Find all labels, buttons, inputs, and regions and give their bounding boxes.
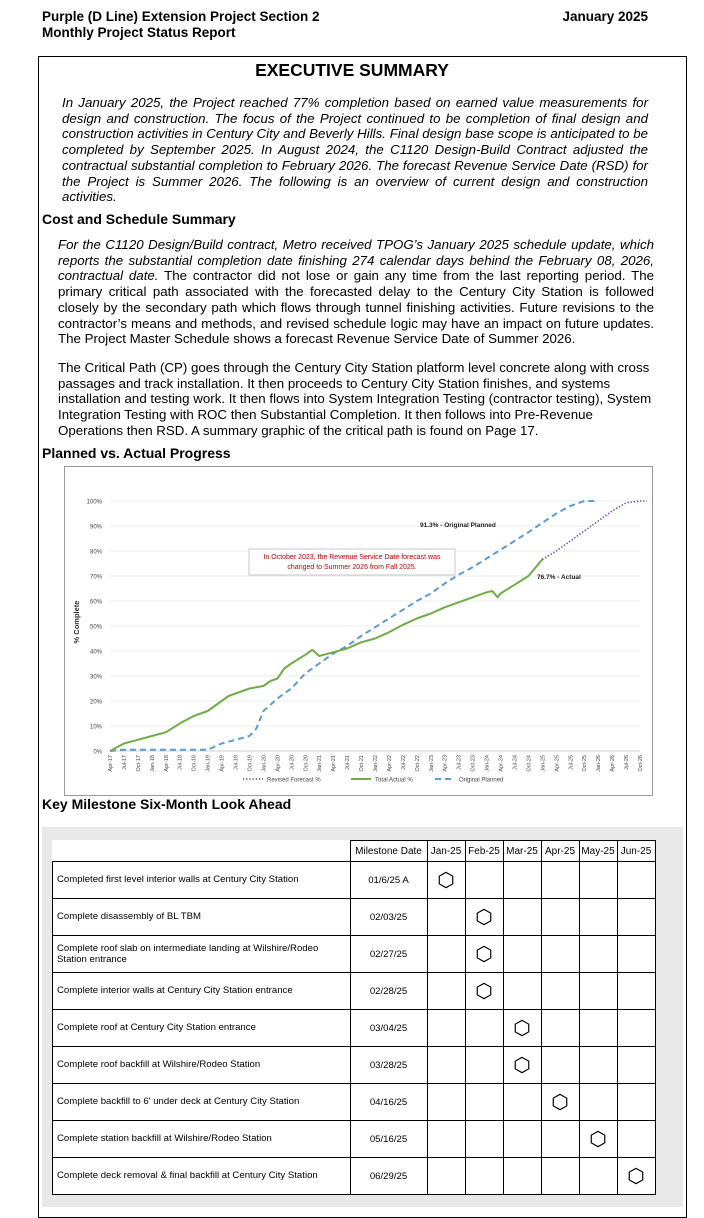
month-cell <box>503 1047 541 1084</box>
milestone-description: Complete deck removal & final backfill at Century City Station <box>53 1158 351 1195</box>
original-planned-annotation: 91.3% - Original Planned <box>420 522 496 529</box>
milestone-date: 03/28/25 <box>350 1047 427 1084</box>
x-tick-label: Apr-23 <box>442 755 449 772</box>
report-header <box>42 9 320 41</box>
month-cell <box>465 899 503 936</box>
y-axis-label: % Complete <box>72 600 81 644</box>
critical-path-paragraph: The Critical Path (CP) goes through the Century City Station platform level concrete along with cross passages and track installation. It then proceeds to Century City Station finishes, and systems installation and testing work. It then flows into System Integration Testing (contractor testing), System Integration Testing with ROC then Substantial Completion. It then follows into Pre-Revenue Operations then RSD. A summary graphic of the critical path is found on Page 17. <box>58 360 652 438</box>
report-date: January 2025 <box>562 9 648 24</box>
month-header: Mar-25 <box>503 841 541 862</box>
month-cell <box>427 1010 465 1047</box>
executive-summary-title: EXECUTIVE SUMMARY <box>255 60 449 80</box>
cost-schedule-text: The contractor did not lose or gain any time from the last reporting period. The primary critical path associated with the forecasted delay to the Century City Station is followed closely by the secondary path which flows through tunnel finishing activities. Future revisions to the contractor’s means and methods, and revised schedule logic may have an impact on future updates. The Project Master Schedule shows a forecast Revenue Service Date of Summer 2026. <box>58 268 654 347</box>
actual-annotation: 76.7% - Actual <box>537 574 581 581</box>
month-cell <box>427 1084 465 1121</box>
milestone-desc-header <box>53 841 351 862</box>
milestone-header-row <box>53 841 656 862</box>
month-cell <box>465 862 503 899</box>
milestone-description: Complete interior walls at Century City Station entrance <box>53 973 351 1010</box>
month-header: Jun-25 <box>617 841 655 862</box>
month-cell <box>541 1121 579 1158</box>
milestone-description: Complete roof at Century City Station entrance <box>53 1010 351 1047</box>
month-cell <box>579 899 617 936</box>
x-tick-label: Oct-22 <box>414 755 421 772</box>
milestone-hexagon-icon <box>627 1167 645 1185</box>
cost-schedule-italic-text: For the C1120 Design/Build contract, Metro received TPOG’s January 2025 schedule update, which reports the substantial completion date finishing 274 calendar days behind the February 08, 2026, contractual date. <box>58 237 654 284</box>
month-cell <box>617 1010 655 1047</box>
x-tick-label: Apr-21 <box>331 755 338 772</box>
month-cell <box>617 862 655 899</box>
month-cell <box>503 899 541 936</box>
month-cell <box>503 973 541 1010</box>
month-header: Feb-25 <box>465 841 503 862</box>
milestone-date: 05/16/25 <box>350 1121 427 1158</box>
month-cell <box>579 1158 617 1195</box>
month-cell <box>541 936 579 973</box>
y-tick-label: 20% <box>89 699 102 706</box>
y-tick-label: 90% <box>89 524 102 531</box>
milestone-row <box>53 1084 656 1121</box>
month-cell <box>541 1084 579 1121</box>
month-cell <box>503 1084 541 1121</box>
month-cell <box>465 973 503 1010</box>
x-tick-label: Apr-24 <box>498 755 505 772</box>
milestone-heading: Key Milestone Six-Month Look Ahead <box>42 796 292 812</box>
milestone-date: 06/29/25 <box>350 1158 427 1195</box>
month-cell <box>579 1084 617 1121</box>
milestone-row <box>53 973 656 1010</box>
month-cell <box>427 899 465 936</box>
y-tick-label: 30% <box>89 674 102 681</box>
month-cell <box>579 862 617 899</box>
x-tick-label: Jan-19 <box>205 755 212 772</box>
month-cell <box>503 1158 541 1195</box>
milestone-row <box>53 899 656 936</box>
chart-legend <box>243 778 503 784</box>
x-tick-label: Apr-19 <box>219 755 226 772</box>
month-cell <box>427 1121 465 1158</box>
x-tick-label: Oct-26 <box>638 755 644 772</box>
x-tick-label: Jan-23 <box>428 755 435 772</box>
month-cell <box>617 899 655 936</box>
cost-schedule-paragraph <box>58 237 654 347</box>
milestone-date: 02/28/25 <box>350 973 427 1010</box>
milestone-row <box>53 1010 656 1047</box>
x-tick-label: Apr-25 <box>554 755 561 772</box>
progress-heading: Planned vs. Actual Progress <box>42 445 231 461</box>
report-type: Monthly Project Status Report <box>42 25 236 40</box>
milestone-row <box>53 1121 656 1158</box>
rsd-note-box <box>249 549 455 575</box>
milestone-row <box>53 1158 656 1195</box>
x-tick-label: Jul-17 <box>121 755 128 770</box>
milestone-description: Completed first level interior walls at Century City Station <box>53 862 351 899</box>
month-cell <box>465 1084 503 1121</box>
month-cell <box>503 1121 541 1158</box>
month-cell <box>617 1158 655 1195</box>
cost-schedule-heading: Cost and Schedule Summary <box>42 211 236 227</box>
milestone-hexagon-icon <box>437 871 455 889</box>
month-cell <box>427 973 465 1010</box>
x-tick-label: Oct-20 <box>303 755 310 772</box>
x-tick-label: Apr-26 <box>610 755 617 772</box>
month-cell <box>465 1047 503 1084</box>
month-cell <box>617 1084 655 1121</box>
legend-label: Revised Forecast % <box>267 777 321 784</box>
month-cell <box>579 936 617 973</box>
month-cell <box>427 1047 465 1084</box>
y-tick-label: 10% <box>89 724 102 731</box>
month-cell <box>541 1047 579 1084</box>
executive-summary-intro: In January 2025, the Project reached 77% completion based on earned value measurements for design and construction. The focus of the Project continued to be completion of final design and construction activities in Century City and Beverly Hills. Final design base scope is anticipated to be completed by September 2025. In August 2024, the C1120 Design-Build Contract adjusted the contractual substantial completion to February 2026. The forecast Revenue Service Date (RSD) for the Project is Summer 2026. The following is an overview of current design and construction activities. <box>62 95 648 205</box>
milestone-hexagon-icon <box>475 945 493 963</box>
milestone-description: Complete disassembly of BL TBM <box>53 899 351 936</box>
month-cell <box>427 1158 465 1195</box>
x-tick-label: Jul-25 <box>568 755 575 770</box>
x-tick-label: Apr-20 <box>275 755 282 772</box>
x-tick-label: Oct-24 <box>526 755 533 772</box>
month-cell <box>541 862 579 899</box>
y-tick-label: 70% <box>89 574 102 581</box>
month-cell <box>427 862 465 899</box>
x-tick-label: Oct-23 <box>470 755 477 772</box>
x-tick-label: Oct-18 <box>191 755 198 772</box>
milestone-description: Complete station backfill at Wilshire/Rodeo Station <box>53 1121 351 1158</box>
progress-chart-svg <box>65 467 652 795</box>
x-tick-label: Jul-20 <box>289 755 296 770</box>
month-cell <box>427 936 465 973</box>
x-tick-label: Jul-21 <box>345 755 352 770</box>
y-tick-label: 40% <box>89 649 102 656</box>
project-title: Purple (D Line) Extension Project Section 2 <box>42 9 320 24</box>
month-cell <box>465 1158 503 1195</box>
month-cell <box>541 1010 579 1047</box>
month-header: Jan-25 <box>427 841 465 862</box>
milestone-description: Complete backfill to 6' under deck at Century City Station <box>53 1084 351 1121</box>
month-cell <box>617 973 655 1010</box>
x-tick-label: Oct-17 <box>135 755 142 772</box>
month-cell <box>503 862 541 899</box>
milestone-description: Complete roof backfill at Wilshire/Rodeo Station <box>53 1047 351 1084</box>
month-cell <box>579 1047 617 1084</box>
month-cell <box>465 936 503 973</box>
x-tick-label: Apr-18 <box>163 755 170 772</box>
x-tick-label: Jul-19 <box>233 755 240 770</box>
milestone-table <box>52 840 656 1195</box>
y-tick-label: 60% <box>89 599 102 606</box>
x-tick-label: Apr-17 <box>108 755 114 772</box>
x-tick-label: Jul-26 <box>624 755 631 770</box>
rsd-note-line-2: changed to Summer 2026 from Fall 2025. <box>287 564 417 571</box>
x-tick-label: Jan-26 <box>596 755 603 772</box>
month-header: May-25 <box>579 841 617 862</box>
milestone-date: 04/16/25 <box>350 1084 427 1121</box>
x-tick-label: Oct-21 <box>359 755 366 772</box>
x-tick-label: Jan-18 <box>149 755 156 772</box>
x-tick-label: Jan-20 <box>261 755 268 772</box>
milestone-row <box>53 862 656 899</box>
y-tick-label: 100% <box>86 499 102 506</box>
month-cell <box>503 936 541 973</box>
milestone-date: 03/04/25 <box>350 1010 427 1047</box>
month-cell <box>465 1121 503 1158</box>
milestone-date: 01/6/25 A <box>350 862 427 899</box>
x-tick-label: Jul-18 <box>177 755 184 770</box>
legend-label: Original Planned <box>459 777 504 784</box>
milestone-date-header: Milestone Date <box>350 841 427 862</box>
y-tick-label: 50% <box>89 624 102 631</box>
month-cell <box>617 936 655 973</box>
x-tick-label: Jul-22 <box>400 755 407 770</box>
milestone-description: Complete roof slab on intermediate landing at Wilshire/Rodeo Station entrance <box>53 936 351 973</box>
legend-label: Total Actual % <box>375 777 413 784</box>
progress-chart <box>64 466 653 796</box>
x-tick-label: Jan-24 <box>484 755 491 772</box>
milestone-hexagon-icon <box>513 1019 531 1037</box>
x-tick-label: Jul-24 <box>512 755 519 770</box>
month-cell <box>617 1047 655 1084</box>
x-tick-label: Jan-22 <box>373 755 379 772</box>
x-tick-label: Jan-21 <box>317 755 324 772</box>
x-tick-label: Jan-25 <box>540 755 547 772</box>
month-cell <box>541 973 579 1010</box>
x-tick-label: Oct-19 <box>247 755 254 772</box>
milestone-date: 02/27/25 <box>350 936 427 973</box>
milestone-row <box>53 1047 656 1084</box>
month-cell <box>617 1121 655 1158</box>
milestone-row <box>53 936 656 973</box>
month-cell <box>541 1158 579 1195</box>
milestone-hexagon-icon <box>551 1093 569 1111</box>
y-tick-label: 0% <box>93 749 102 756</box>
x-tick-label: Oct-25 <box>582 755 589 772</box>
month-cell <box>503 1010 541 1047</box>
milestone-date: 02/03/25 <box>350 899 427 936</box>
series-line-total-actual <box>110 559 542 751</box>
month-cell <box>465 1010 503 1047</box>
month-cell <box>579 973 617 1010</box>
month-header: Apr-25 <box>541 841 579 862</box>
y-tick-label: 80% <box>89 549 102 556</box>
month-cell <box>579 1010 617 1047</box>
milestone-hexagon-icon <box>513 1056 531 1074</box>
x-tick-label: Apr-22 <box>386 755 393 772</box>
milestone-hexagon-icon <box>475 908 493 926</box>
series-line-revised-forecast <box>542 501 647 559</box>
month-cell <box>541 899 579 936</box>
milestone-hexagon-icon <box>589 1130 607 1148</box>
x-tick-label: Jul-23 <box>456 755 463 770</box>
rsd-note-line-1: In October 2023, the Revenue Service Date forecast was <box>263 554 441 561</box>
milestone-hexagon-icon <box>475 982 493 1000</box>
month-cell <box>579 1121 617 1158</box>
